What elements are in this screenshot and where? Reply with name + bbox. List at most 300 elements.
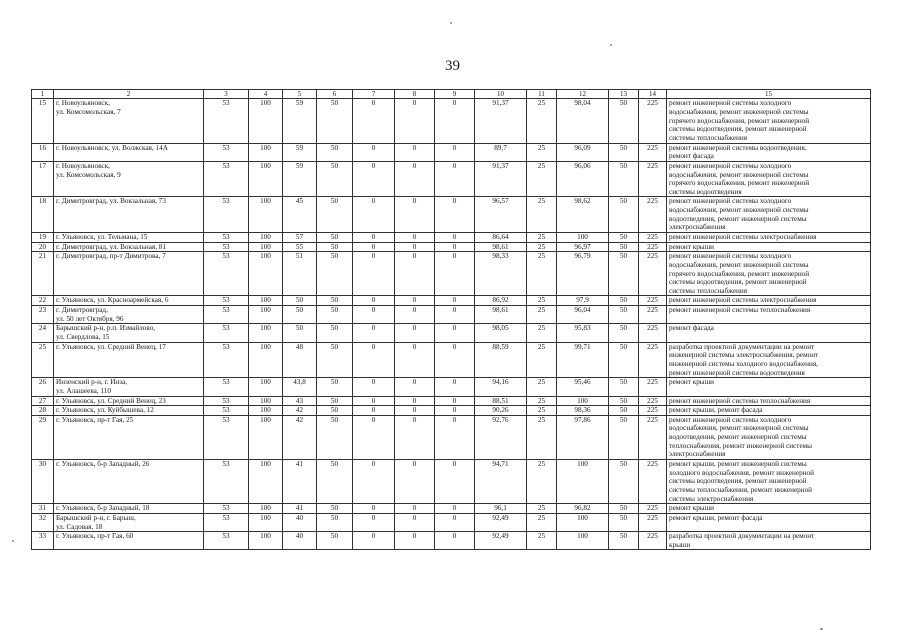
column-number-12: 12 <box>557 90 609 99</box>
works-line: водоснабжения, ремонт инженерной системы <box>669 206 809 215</box>
address-line: ул. 50 лет Октября, 96 <box>56 314 124 323</box>
value-cell-col-7: 0 <box>353 504 395 514</box>
row-number: 28 <box>32 406 54 416</box>
works-line: ремонт крыши, ремонт фасада <box>669 513 763 522</box>
value-cell-col-4: 100 <box>249 460 283 504</box>
row-number: 18 <box>32 197 54 233</box>
value-cell-col-12: 96,04 <box>557 306 609 324</box>
value-cell-col-10: 98,61 <box>475 242 527 252</box>
value-cell-col-9: 0 <box>435 396 475 406</box>
works-line: ремонт инженерной системы водоотведения <box>669 368 805 377</box>
value-cell-col-3: 53 <box>204 161 249 197</box>
value-cell-col-11: 25 <box>527 396 557 406</box>
value-cell-col-7: 0 <box>353 161 395 197</box>
value-cell-col-9: 0 <box>435 324 475 342</box>
value-cell-col-13: 50 <box>609 504 639 514</box>
works-line: инженерной системы холодного водоснабжения, <box>669 359 818 368</box>
works-line: водоснабжения, ремонт инженерной системы <box>669 170 809 179</box>
value-cell-col-6: 50 <box>317 252 353 296</box>
value-cell-col-5: 40 <box>283 532 317 550</box>
works-description-cell <box>667 532 871 550</box>
address-line: г. Новоульяновск, ул. Волжская, 14А <box>56 143 168 152</box>
value-cell-col-8: 0 <box>395 406 435 416</box>
address-line: г. Димитровград, ул. Вокзальная, 81 <box>56 242 166 251</box>
address-cell <box>54 513 204 531</box>
value-cell-col-14: 225 <box>639 324 667 342</box>
works-line: системы водоотведения, ремонт инженерной <box>669 278 807 287</box>
value-cell-col-5: 59 <box>283 161 317 197</box>
value-cell-col-3: 53 <box>204 532 249 550</box>
column-number-4: 4 <box>249 90 283 99</box>
value-cell-col-6: 50 <box>317 406 353 416</box>
works-line: системы теплоснабжения <box>669 133 748 142</box>
column-number-5: 5 <box>283 90 317 99</box>
value-cell-col-9: 0 <box>435 406 475 416</box>
value-cell-col-6: 50 <box>317 306 353 324</box>
works-line: ремонт инженерной системы холодного <box>669 252 792 261</box>
address-cell <box>54 504 204 514</box>
value-cell-col-3: 53 <box>204 406 249 416</box>
value-cell-col-11: 25 <box>527 342 557 378</box>
row-number: 25 <box>32 342 54 378</box>
row-number: 23 <box>32 306 54 324</box>
value-cell-col-11: 25 <box>527 143 557 161</box>
value-cell-col-4: 100 <box>249 406 283 416</box>
value-cell-col-12: 100 <box>557 233 609 243</box>
value-cell-col-14: 225 <box>639 415 667 459</box>
page-number: 39 <box>445 58 460 74</box>
works-line: ремонт инженерной системы электроснабжения <box>669 296 817 305</box>
value-cell-col-8: 0 <box>395 296 435 306</box>
value-cell-col-12: 96,82 <box>557 504 609 514</box>
works-line: водоснабжения, ремонт инженерной системы <box>669 424 809 433</box>
column-number-1: 1 <box>32 90 54 99</box>
works-line: горячего водоснабжения, ремонт инженерной <box>669 179 810 188</box>
works-line: ремонт крыши, ремонт фасада <box>669 406 763 415</box>
value-cell-col-7: 0 <box>353 406 395 416</box>
value-cell-col-9: 0 <box>435 161 475 197</box>
value-cell-col-14: 225 <box>639 233 667 243</box>
value-cell-col-13: 50 <box>609 396 639 406</box>
table-row <box>32 513 871 531</box>
table-row <box>32 143 871 161</box>
value-cell-col-14: 225 <box>639 504 667 514</box>
address-cell <box>54 143 204 161</box>
value-cell-col-5: 50 <box>283 296 317 306</box>
value-cell-col-14: 225 <box>639 296 667 306</box>
works-line: системы водоотведения, ремонт инженерной <box>669 125 807 134</box>
value-cell-col-4: 100 <box>249 324 283 342</box>
table-row <box>32 406 871 416</box>
value-cell-col-5: 41 <box>283 504 317 514</box>
value-cell-col-10: 92,49 <box>475 532 527 550</box>
value-cell-col-7: 0 <box>353 324 395 342</box>
address-cell <box>54 252 204 296</box>
value-cell-col-10: 92,49 <box>475 513 527 531</box>
address-line: Инзенский р-н, г. Инза, <box>56 378 128 387</box>
value-cell-col-7: 0 <box>353 296 395 306</box>
value-cell-col-10: 90,26 <box>475 406 527 416</box>
value-cell-col-12: 96,06 <box>557 161 609 197</box>
value-cell-col-5: 43 <box>283 396 317 406</box>
works-line: ремонт фасада <box>669 324 714 333</box>
value-cell-col-6: 50 <box>317 396 353 406</box>
works-line: разработка проектной документации на ремонт <box>669 342 815 351</box>
value-cell-col-4: 100 <box>249 143 283 161</box>
value-cell-col-12: 95,46 <box>557 378 609 396</box>
works-line: теплоснабжения, ремонт инженерной системы <box>669 441 813 450</box>
value-cell-col-10: 92,76 <box>475 415 527 459</box>
works-line: холодного водоснабжения, ремонт инженерной <box>669 468 814 477</box>
value-cell-col-3: 53 <box>204 342 249 378</box>
value-cell-col-11: 25 <box>527 99 557 143</box>
column-number-9: 9 <box>435 90 475 99</box>
value-cell-col-12: 99,71 <box>557 342 609 378</box>
value-cell-col-4: 100 <box>249 197 283 233</box>
value-cell-col-3: 53 <box>204 197 249 233</box>
table-row <box>32 306 871 324</box>
works-line: крыши <box>669 540 691 549</box>
address-line: г. Ульяновск, пр-т Гая, 25 <box>56 415 134 424</box>
works-line: горячего водоснабжения, ремонт инженерной <box>669 269 810 278</box>
value-cell-col-6: 50 <box>317 242 353 252</box>
value-cell-col-8: 0 <box>395 504 435 514</box>
works-description-cell <box>667 197 871 233</box>
row-number: 17 <box>32 161 54 197</box>
value-cell-col-9: 0 <box>435 306 475 324</box>
value-cell-col-6: 50 <box>317 197 353 233</box>
value-cell-col-4: 100 <box>249 161 283 197</box>
value-cell-col-13: 50 <box>609 161 639 197</box>
value-cell-col-7: 0 <box>353 378 395 396</box>
value-cell-col-7: 0 <box>353 197 395 233</box>
column-number-13: 13 <box>609 90 639 99</box>
address-cell <box>54 532 204 550</box>
value-cell-col-11: 25 <box>527 324 557 342</box>
value-cell-col-14: 225 <box>639 252 667 296</box>
value-cell-col-3: 53 <box>204 460 249 504</box>
value-cell-col-6: 50 <box>317 324 353 342</box>
table-row <box>32 532 871 550</box>
value-cell-col-8: 0 <box>395 396 435 406</box>
value-cell-col-10: 89,7 <box>475 143 527 161</box>
works-line: ремонт инженерной системы теплоснабжения <box>669 396 811 405</box>
value-cell-col-3: 53 <box>204 306 249 324</box>
value-cell-col-7: 0 <box>353 415 395 459</box>
works-description-cell <box>667 161 871 197</box>
value-cell-col-10: 91,37 <box>475 161 527 197</box>
column-number-7: 7 <box>353 90 395 99</box>
column-number-6: 6 <box>317 90 353 99</box>
column-number-10: 10 <box>475 90 527 99</box>
value-cell-col-4: 100 <box>249 396 283 406</box>
value-cell-col-13: 50 <box>609 99 639 143</box>
table-row <box>32 161 871 197</box>
value-cell-col-7: 0 <box>353 252 395 296</box>
value-cell-col-14: 225 <box>639 406 667 416</box>
value-cell-col-9: 0 <box>435 513 475 531</box>
works-description-cell <box>667 396 871 406</box>
value-cell-col-3: 53 <box>204 242 249 252</box>
row-number: 31 <box>32 504 54 514</box>
value-cell-col-10: 91,37 <box>475 99 527 143</box>
address-line: г. Димитровград, пр-т Димитрова, 7 <box>56 252 166 261</box>
works-line: системы водоотведения, ремонт инженерной <box>669 477 807 486</box>
value-cell-col-12: 100 <box>557 513 609 531</box>
value-cell-col-11: 25 <box>527 197 557 233</box>
row-number: 30 <box>32 460 54 504</box>
value-cell-col-3: 53 <box>204 378 249 396</box>
value-cell-col-9: 0 <box>435 197 475 233</box>
address-cell <box>54 324 204 342</box>
table-row <box>32 396 871 406</box>
value-cell-col-7: 0 <box>353 396 395 406</box>
value-cell-col-13: 50 <box>609 306 639 324</box>
value-cell-col-3: 53 <box>204 504 249 514</box>
value-cell-col-11: 25 <box>527 242 557 252</box>
value-cell-col-10: 88,51 <box>475 396 527 406</box>
value-cell-col-11: 25 <box>527 460 557 504</box>
value-cell-col-8: 0 <box>395 161 435 197</box>
value-cell-col-11: 25 <box>527 532 557 550</box>
works-line: ремонт крыши <box>669 504 715 513</box>
value-cell-col-13: 50 <box>609 197 639 233</box>
value-cell-col-9: 0 <box>435 378 475 396</box>
value-cell-col-5: 50 <box>283 306 317 324</box>
address-cell <box>54 406 204 416</box>
value-cell-col-7: 0 <box>353 460 395 504</box>
table-row <box>32 415 871 459</box>
works-line: ремонт инженерной системы водоотведения, <box>669 143 807 152</box>
address-line: ул. Комсомольская, 9 <box>56 170 121 179</box>
value-cell-col-13: 50 <box>609 296 639 306</box>
value-cell-col-10: 86,92 <box>475 296 527 306</box>
value-cell-col-14: 225 <box>639 161 667 197</box>
table-row <box>32 233 871 243</box>
address-cell <box>54 342 204 378</box>
address-line: г. Ульяновск, б-р Западный, 18 <box>56 504 150 513</box>
value-cell-col-9: 0 <box>435 415 475 459</box>
works-line: водоотведения, ремонт инженерной системы <box>669 214 807 223</box>
table-row <box>32 296 871 306</box>
value-cell-col-4: 100 <box>249 233 283 243</box>
works-line: водоснабжения, ремонт инженерной системы <box>669 108 809 117</box>
row-number: 21 <box>32 252 54 296</box>
value-cell-col-6: 50 <box>317 415 353 459</box>
works-line: ремонт фасада <box>669 152 714 161</box>
value-cell-col-4: 100 <box>249 342 283 378</box>
works-line: ремонт инженерной системы холодного <box>669 161 792 170</box>
table-row <box>32 252 871 296</box>
address-line: г. Новоульяновск, <box>56 161 110 170</box>
works-line: системы теплоснабжения <box>669 286 748 295</box>
value-cell-col-4: 100 <box>249 513 283 531</box>
value-cell-col-14: 225 <box>639 143 667 161</box>
address-line: ул. Садовая, 18 <box>56 522 103 531</box>
address-cell <box>54 233 204 243</box>
works-line: горячего водоснабжения, ремонт инженерной <box>669 116 810 125</box>
value-cell-col-7: 0 <box>353 306 395 324</box>
scan-speck <box>820 628 823 630</box>
address-line: г. Ульяновск, ул. Красноармейская, 6 <box>56 296 169 305</box>
scan-speck <box>12 540 14 542</box>
column-number-8: 8 <box>395 90 435 99</box>
value-cell-col-6: 50 <box>317 342 353 378</box>
works-line: системы электроснабжения <box>669 494 754 503</box>
scan-speck <box>450 22 452 24</box>
value-cell-col-12: 98,04 <box>557 99 609 143</box>
address-line: г. Димитровград, <box>56 306 108 315</box>
value-cell-col-7: 0 <box>353 532 395 550</box>
repair-registry-table <box>31 89 871 550</box>
works-line: разработка проектной документации на ремонт <box>669 532 815 541</box>
works-description-cell <box>667 406 871 416</box>
address-cell <box>54 415 204 459</box>
value-cell-col-5: 42 <box>283 415 317 459</box>
value-cell-col-6: 50 <box>317 513 353 531</box>
value-cell-col-4: 100 <box>249 532 283 550</box>
value-cell-col-8: 0 <box>395 415 435 459</box>
value-cell-col-11: 25 <box>527 504 557 514</box>
value-cell-col-6: 50 <box>317 233 353 243</box>
value-cell-col-9: 0 <box>435 532 475 550</box>
value-cell-col-4: 100 <box>249 99 283 143</box>
works-line: водоснабжения, ремонт инженерной системы <box>669 260 809 269</box>
address-line: г. Ульяновск, ул. Куйбышева, 12 <box>56 406 154 415</box>
row-number: 27 <box>32 396 54 406</box>
value-cell-col-14: 225 <box>639 396 667 406</box>
value-cell-col-7: 0 <box>353 233 395 243</box>
value-cell-col-8: 0 <box>395 197 435 233</box>
address-line: г. Ульяновск, ул. Средний Венец, 23 <box>56 396 166 405</box>
works-line: электроснабжения <box>669 223 726 232</box>
value-cell-col-12: 98,36 <box>557 406 609 416</box>
address-cell <box>54 378 204 396</box>
table-row <box>32 460 871 504</box>
value-cell-col-13: 50 <box>609 242 639 252</box>
address-line: Барышский р-н, р.п. Измайлово, <box>56 324 156 333</box>
value-cell-col-7: 0 <box>353 242 395 252</box>
column-number-2: 2 <box>54 90 204 99</box>
value-cell-col-8: 0 <box>395 143 435 161</box>
value-cell-col-6: 50 <box>317 99 353 143</box>
address-cell <box>54 396 204 406</box>
value-cell-col-9: 0 <box>435 460 475 504</box>
value-cell-col-14: 225 <box>639 532 667 550</box>
works-line: ремонт инженерной системы теплоснабжения <box>669 306 811 315</box>
value-cell-col-4: 100 <box>249 242 283 252</box>
value-cell-col-13: 50 <box>609 415 639 459</box>
row-number: 33 <box>32 532 54 550</box>
value-cell-col-9: 0 <box>435 233 475 243</box>
value-cell-col-14: 225 <box>639 460 667 504</box>
value-cell-col-3: 53 <box>204 252 249 296</box>
value-cell-col-9: 0 <box>435 504 475 514</box>
value-cell-col-13: 50 <box>609 342 639 378</box>
row-number: 19 <box>32 233 54 243</box>
works-line: ремонт инженерной системы холодного <box>669 99 792 108</box>
value-cell-col-5: 55 <box>283 242 317 252</box>
value-cell-col-8: 0 <box>395 460 435 504</box>
value-cell-col-13: 50 <box>609 324 639 342</box>
works-line: электроснабжения <box>669 450 726 459</box>
value-cell-col-11: 25 <box>527 513 557 531</box>
works-line: системы теплоснабжения, ремонт инженерной <box>669 485 813 494</box>
value-cell-col-12: 98,62 <box>557 197 609 233</box>
value-cell-col-12: 96,09 <box>557 143 609 161</box>
column-number-14: 14 <box>639 90 667 99</box>
column-number-row <box>32 90 871 99</box>
value-cell-col-9: 0 <box>435 296 475 306</box>
value-cell-col-8: 0 <box>395 252 435 296</box>
works-line: ремонт крыши, ремонт инженерной системы <box>669 460 807 469</box>
value-cell-col-13: 50 <box>609 532 639 550</box>
value-cell-col-14: 225 <box>639 197 667 233</box>
address-cell <box>54 161 204 197</box>
value-cell-col-11: 25 <box>527 306 557 324</box>
value-cell-col-13: 50 <box>609 406 639 416</box>
works-line: водоотведения, ремонт инженерной системы <box>669 433 807 442</box>
value-cell-col-8: 0 <box>395 324 435 342</box>
works-description-cell <box>667 415 871 459</box>
value-cell-col-5: 50 <box>283 324 317 342</box>
works-description-cell <box>667 143 871 161</box>
row-number: 24 <box>32 324 54 342</box>
value-cell-col-10: 96,1 <box>475 504 527 514</box>
value-cell-col-5: 59 <box>283 143 317 161</box>
value-cell-col-6: 50 <box>317 161 353 197</box>
value-cell-col-6: 50 <box>317 504 353 514</box>
address-cell <box>54 306 204 324</box>
value-cell-col-8: 0 <box>395 233 435 243</box>
value-cell-col-12: 97,86 <box>557 415 609 459</box>
address-cell <box>54 99 204 143</box>
address-line: ул. Свердлова, 15 <box>56 333 110 342</box>
value-cell-col-10: 98,05 <box>475 324 527 342</box>
table-body <box>32 99 871 550</box>
value-cell-col-7: 0 <box>353 143 395 161</box>
column-number-15: 15 <box>667 90 871 99</box>
works-line: системы водоотведения <box>669 187 742 196</box>
value-cell-col-10: 94,16 <box>475 378 527 396</box>
value-cell-col-3: 53 <box>204 99 249 143</box>
works-description-cell <box>667 306 871 324</box>
value-cell-col-6: 50 <box>317 296 353 306</box>
value-cell-col-5: 59 <box>283 99 317 143</box>
works-line: ремонт крыши <box>669 242 715 251</box>
value-cell-col-10: 88,59 <box>475 342 527 378</box>
works-line: ремонт инженерной системы холодного <box>669 197 792 206</box>
table-row <box>32 197 871 233</box>
value-cell-col-12: 100 <box>557 396 609 406</box>
works-description-cell <box>667 242 871 252</box>
value-cell-col-8: 0 <box>395 242 435 252</box>
table-row <box>32 99 871 143</box>
address-line: ул. Алашеева, 110 <box>56 386 111 395</box>
value-cell-col-11: 25 <box>527 161 557 197</box>
works-description-cell <box>667 460 871 504</box>
value-cell-col-12: 100 <box>557 460 609 504</box>
address-line: г. Новоульяновск, <box>56 99 110 108</box>
value-cell-col-8: 0 <box>395 378 435 396</box>
works-description-cell <box>667 378 871 396</box>
works-description-cell <box>667 233 871 243</box>
value-cell-col-12: 97,9 <box>557 296 609 306</box>
value-cell-col-9: 0 <box>435 143 475 161</box>
address-line: г. Ульяновск, б-р Западный, 26 <box>56 460 150 469</box>
value-cell-col-5: 45 <box>283 197 317 233</box>
column-number-11: 11 <box>527 90 557 99</box>
